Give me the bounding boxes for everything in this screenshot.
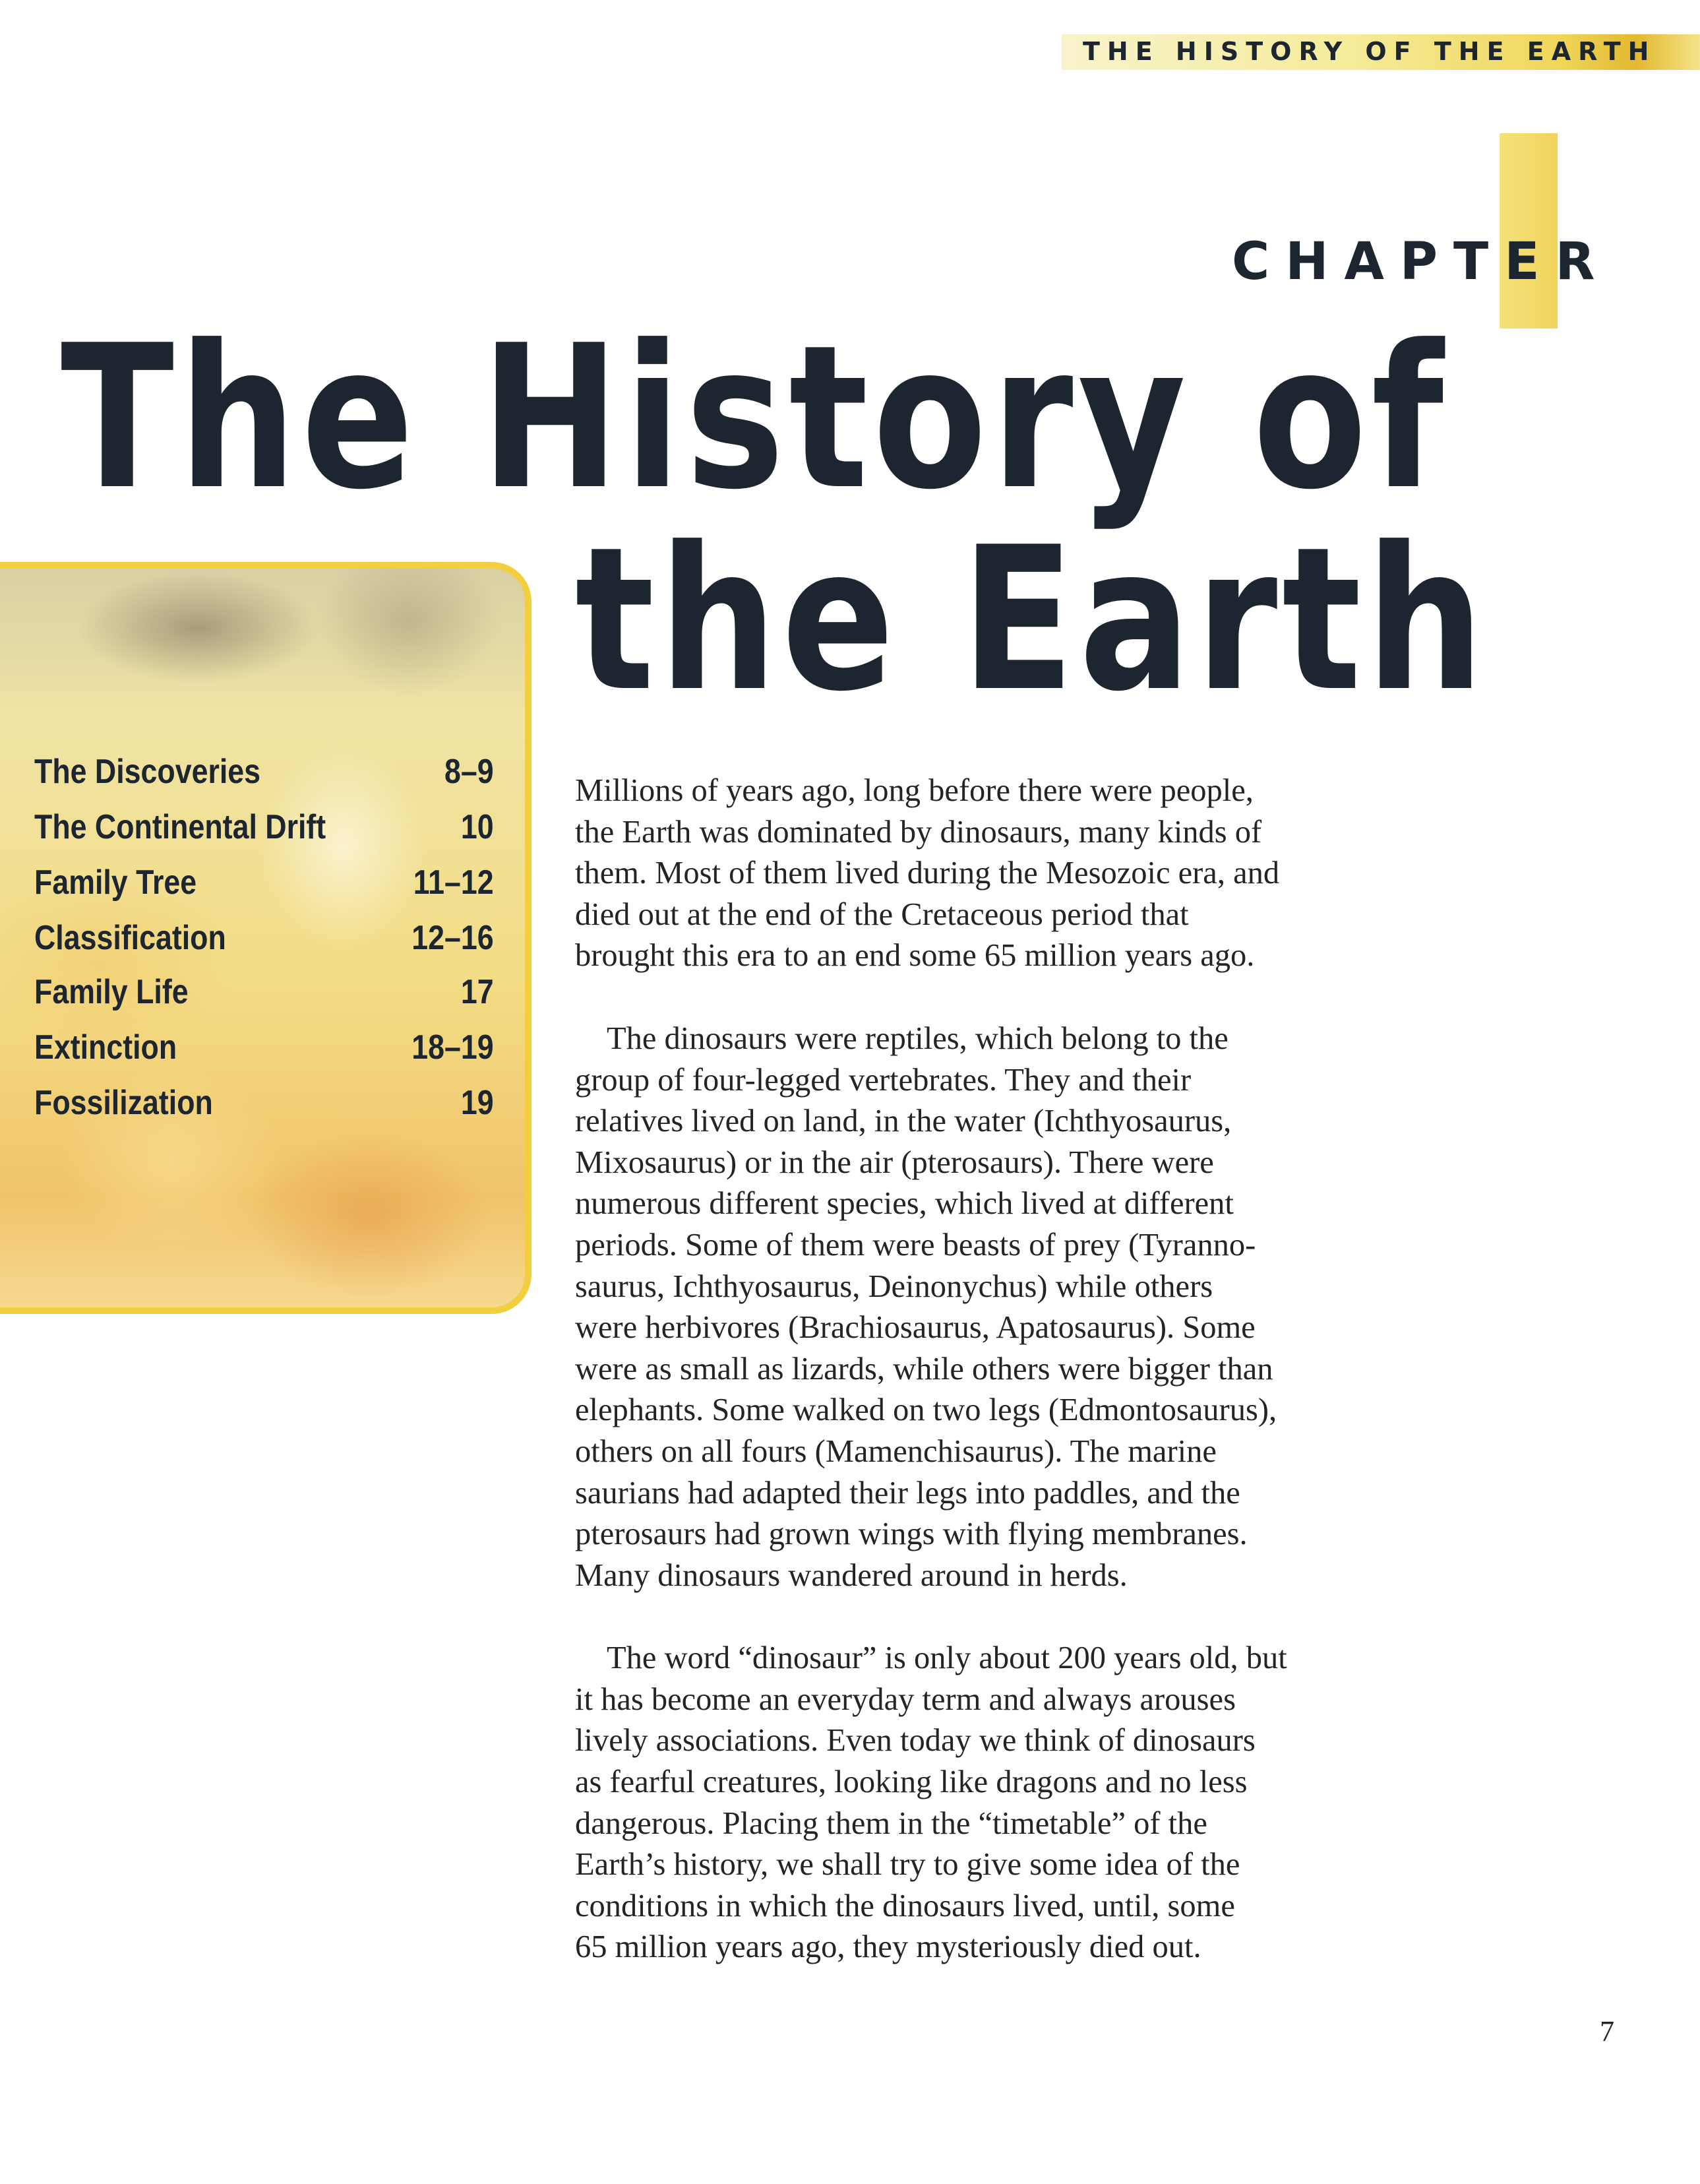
text-line: others on all fours (Mamenchisaurus). The marine [575, 1433, 1217, 1469]
table-of-contents-box [0, 562, 531, 1314]
text-line: it has become an everyday term and always arouses [575, 1681, 1236, 1717]
body-text [575, 770, 1459, 2010]
text-line: as fearful creatures, looking like dragons and no less [575, 1764, 1248, 1800]
toc-item[interactable] [34, 1028, 494, 1080]
text-line: saurians had adapted their legs into paddles, and the [575, 1475, 1240, 1511]
text-line: numerous different species, which lived at different [575, 1186, 1234, 1222]
toc-item-pages: 11–12 [413, 863, 494, 902]
toc-item[interactable] [34, 918, 494, 971]
paragraph-2 [575, 1018, 1459, 1596]
text-line: were herbivores (Brachiosaurus, Apatosaurus). Some [575, 1310, 1256, 1346]
text-line: were as small as lizards, while others were bigger than [575, 1351, 1273, 1387]
text-line: relatives lived on land, in the water (Ichthyosaurus, [575, 1104, 1232, 1139]
text-line: Many dinosaurs wandered around in herds. [575, 1557, 1128, 1593]
toc-item-pages: 8–9 [444, 753, 494, 791]
toc-item-title: Family Life [34, 973, 189, 1011]
text-line: periods. Some of them were beasts of prey (Tyranno- [575, 1227, 1256, 1263]
chapter-number-graphic [1500, 133, 1558, 328]
chapter-title-line-2: the Earth [575, 505, 1489, 735]
text-line: group of four-legged vertebrates. They and their [575, 1062, 1192, 1098]
toc-item-title: The Discoveries [34, 753, 261, 791]
text-line: Mixosaurus) or in the air (pterosaurs). There were [575, 1144, 1214, 1180]
chapter-label: CHAPTER [1232, 232, 1611, 292]
toc-item[interactable] [34, 752, 494, 805]
text-line: saurus, Ichthyosaurus, Deinonychus) while others [575, 1268, 1213, 1304]
toc-item[interactable] [34, 863, 494, 916]
toc-item-pages: 19 [460, 1084, 494, 1122]
text-line: 65 million years ago, they mysteriously died out. [575, 1929, 1201, 1965]
text-line: the Earth was dominated by dinosaurs, many kinds of [575, 814, 1262, 850]
paragraph-1 [575, 770, 1459, 977]
paragraph-3 [575, 1638, 1459, 1968]
chapter-title-line-1: The History of [61, 303, 1448, 533]
toc-item-pages: 10 [460, 808, 494, 846]
toc-item[interactable] [34, 807, 494, 860]
running-header-text: THE HISTORY OF THE EARTH [1083, 37, 1656, 66]
toc-item-title: Classification [34, 919, 226, 957]
page-number: 7 [1600, 2015, 1614, 2047]
toc-item[interactable] [34, 972, 494, 1025]
text-line: The word “dinosaur” is only about 200 years old, but [607, 1640, 1287, 1676]
running-header-bar [1062, 34, 1700, 70]
toc-item-pages: 12–16 [411, 919, 494, 957]
text-line: conditions in which the dinosaurs lived, until, some [575, 1888, 1235, 1923]
text-line: dangerous. Placing them in the “timetable” of the [575, 1805, 1207, 1841]
text-line: Earth’s history, we shall try to give some idea of the [575, 1847, 1240, 1883]
toc-item-pages: 18–19 [411, 1028, 494, 1067]
text-line: pterosaurs had grown wings with flying membranes. [575, 1516, 1248, 1552]
toc-item-pages: 17 [460, 973, 494, 1011]
toc-item-title: Extinction [34, 1028, 177, 1067]
text-line: them. Most of them lived during the Mesozoic era, and [575, 856, 1280, 891]
text-line: Millions of years ago, long before there were people, [575, 773, 1254, 808]
toc-item[interactable] [34, 1083, 494, 1136]
text-line: The dinosaurs were reptiles, which belong to the [607, 1020, 1229, 1056]
text-line: elephants. Some walked on two legs (Edmontosaurus), [575, 1392, 1277, 1428]
toc-item-title: Fossilization [34, 1084, 213, 1122]
text-line: died out at the end of the Cretaceous period that [575, 896, 1189, 932]
toc-item-title: Family Tree [34, 863, 197, 902]
text-line: brought this era to an end some 65 million years ago. [575, 938, 1255, 974]
toc-item-title: The Continental Drift [34, 808, 326, 846]
text-line: lively associations. Even today we think of dinosaurs [575, 1723, 1256, 1759]
